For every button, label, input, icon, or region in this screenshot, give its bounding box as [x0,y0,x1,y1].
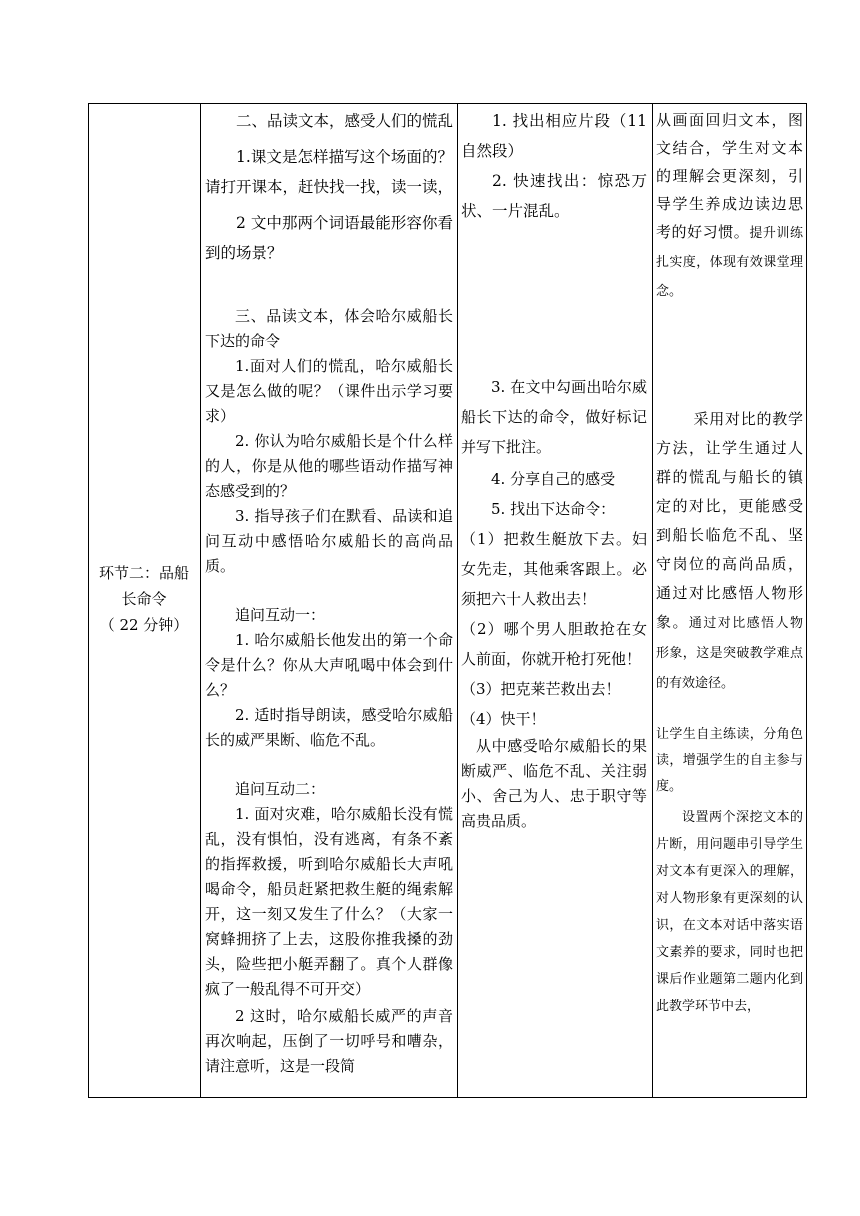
student-activities-cell [461,106,647,834]
table-divider-2 [457,103,458,1098]
followup1-title: 追问互动一： [235,606,326,624]
teacher-activities-cell [205,106,453,1079]
stage-label-line1: 环节二：品船 [98,564,189,582]
intent-4: 设置两个深挖文本的片断，用问题串引导学生对文本有更深入的理解，对人物形象有更深刻的认识，在文本对话中落实语文素养的要求，同时也把课后作业题第二题内化到此教学环节中去， [656,810,803,1014]
section2-question-2: 2 文中那两个词语最能形容你看到的场景？ [205,214,453,262]
section2-title: 二、品读文本，感受人们的慌乱 [236,112,453,130]
table-divider-1 [200,103,201,1098]
followup1-question-1: 1. 哈尔威船长他发出的第一个命令是什么？你从大声吼喝中体会到什么？ [205,631,453,699]
intent-1-note: 提升训练扎实度，体现有效课堂理念。 [656,226,803,299]
stage-label-cell [90,560,198,638]
section3-question-3: 3. 指导孩子们在默看、品读和追问互动中感悟哈尔威船长的高尚品质。 [205,507,453,575]
command-4: （4）快干！ [461,710,546,728]
table-bottom-border [88,1097,807,1098]
stage-label-line2: 长命令 [121,590,167,608]
table-border-right [806,103,807,1098]
table-top-border [88,103,807,104]
student-step-5: 5. 找出下达命令： [491,500,616,518]
command-3: （3）把克莱芒救出去！ [461,680,621,698]
intent-1-main: 从画面回归文本，图文结合，学生对文本的理解会更深刻，引导学生养成边读边思考的好习惯。 [656,111,803,241]
section3-question-2: 2. 你认为哈尔威船长是个什么样的人，你是从他的哪些语动作描写神态感受到的？ [205,432,453,500]
student-step-4: 4. 分享自己的感受 [491,470,616,488]
student-step-1: 1. 找出相应片段（11 自然段） [461,112,647,160]
followup1-question-2: 2. 适时指导朗读，感受哈尔威船长的威严果断、临危不乱。 [205,706,453,749]
intent-3: 让学生自主练读，分角色读，增强学生的自主参与度。 [656,727,803,794]
command-2: （2）哪个男人胆敢抢在女人前面，你就开枪打死他！ [461,620,647,668]
intent-2 [656,405,803,698]
student-summary: 从中感受哈尔威船长的果断威严、临危不乱、关注弱小、舍己为人、忠于职守等高贵品质。 [461,737,647,830]
followup2-question-1: 1. 面对灾难，哈尔威船长没有慌乱，没有惧怕，没有逃离，有条不紊的指挥救援，听到哈尔威船长大声吼喝命令，船员赶紧把救生艇的绳索解开，这一刻又发生了什么？（大家一窝蜂拥挤了上去，这股你推我搡的劲头，险些把小艇弄翻了。真个人群像疯了一般乱得不可开交） [205,805,453,998]
section3-title: 三、品读文本，体会哈尔威船长下达的命令 [205,307,453,350]
followup2-question-2: 2 这时，哈尔威船长威严的声音再次响起，压倒了一切呼号和嘈杂，请注意听，这是一段简 [205,1007,453,1075]
command-1: （1）把救生艇放下去。妇女先走，其他乘客跟上。必须把六十人救出去！ [461,530,647,608]
intent-1 [656,106,803,305]
stage-label-duration: （ 22 分钟） [99,616,189,634]
intent-2-note: 通过对比感悟人物形象，这是突破教学难点的有效途径。 [656,616,803,691]
intent-2-main: 采用对比的教学方法，让学生通过人群的慌乱与船长的镇定的对比，更能感受到船长临危不乱、坚守岗位的高尚品质，通过对比感悟人物形象。 [656,410,803,631]
followup2-title: 追问互动二： [235,780,326,798]
table-border-left [88,103,89,1098]
section3-question-1: 1.面对人们的慌乱，哈尔威船长又是怎么做的呢？（课件出示学习要求） [205,357,453,425]
design-intent-cell [656,106,803,1020]
student-step-2: 2. 快速找出：惊恐万状、一片混乱。 [461,172,647,220]
student-step-3: 3. 在文中勾画出哈尔威船长下达的命令，做好标记并写下批注。 [461,378,647,456]
section2-question-1: 1.课文是怎样描写这个场面的？ 请打开课本，赶快找一找，读一读， [205,148,453,196]
table-divider-3 [652,103,653,1098]
